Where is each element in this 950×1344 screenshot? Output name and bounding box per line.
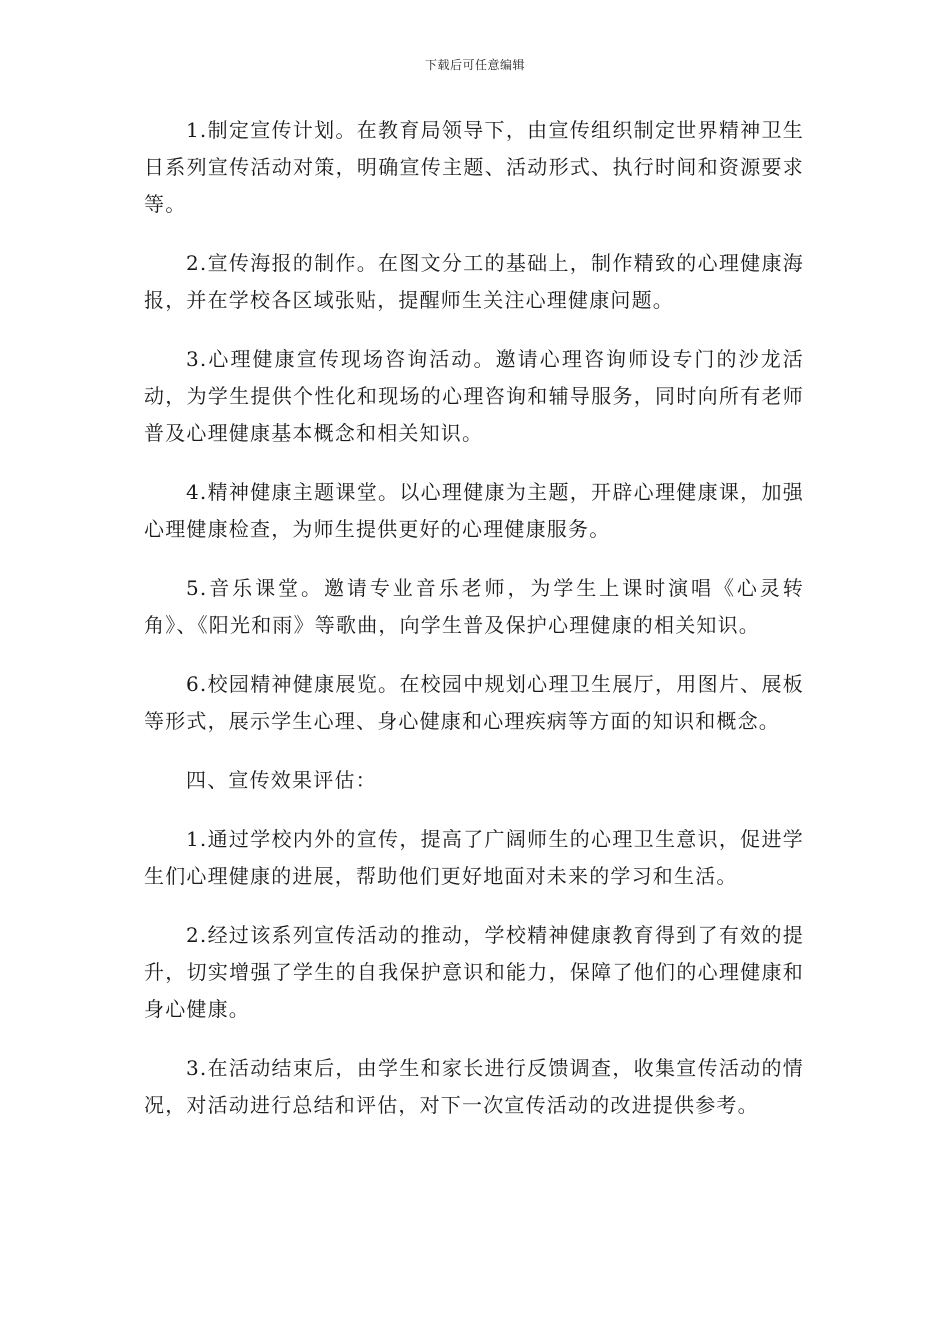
paragraph-eval-3: 3.在活动结束后，由学生和家长进行反馈调查，收集宣传活动的情况，对活动进行总结和评估，对下一次宣传活动的改进提供参考。 [144, 1056, 804, 1117]
paragraph-music: 5.音乐课堂。邀请专业音乐老师，为学生上课时演唱《心灵转角》、《阳光和雨》等歌曲，向学生普及保护心理健康的相关知识。 [144, 576, 804, 637]
paragraph-consulting: 3.心理健康宣传现场咨询活动。邀请心理咨询师设专门的沙龙活动，为学生提供个性化和现场的心理咨询和辅导服务，同时向所有老师普及心理健康基本概念和相关知识。 [144, 347, 804, 445]
paragraph-exhibition: 6.校园精神健康展览。在校园中规划心理卫生展厅，用图片、展板等形式，展示学生心理、身心健康和心理疾病等方面的知识和概念。 [144, 672, 804, 733]
paragraph-eval-1: 1.通过学校内外的宣传，提高了广阔师生的心理卫生意识，促进学生们心理健康的进展，帮助他们更好地面对未来的学习和生活。 [144, 827, 804, 888]
page-header: 下载后可任意编辑 [424, 58, 525, 72]
paragraph-eval-2: 2.经过该系列宣传活动的推动，学校精神健康教育得到了有效的提升，切实增强了学生的自我保护意识和能力，保障了他们的心理健康和身心健康。 [144, 923, 804, 1021]
paragraph-plan: 1.制定宣传计划。在教育局领导下，由宣传组织制定世界精神卫生日系列宣传活动对策，明确宣传主题、活动形式、执行时间和资源要求等。 [144, 118, 804, 216]
paragraph-classroom: 4.精神健康主题课堂。以心理健康为主题，开辟心理健康课，加强心理健康检查，为师生提供更好的心理健康服务。 [144, 480, 804, 541]
section-heading-evaluation: 四、宣传效果评估： [186, 768, 377, 792]
paragraph-poster: 2.宣传海报的制作。在图文分工的基础上，制作精致的心理健康海报，并在学校各区域张贴，提醒师生关注心理健康问题。 [144, 251, 804, 312]
document-body [144, 112, 804, 1146]
